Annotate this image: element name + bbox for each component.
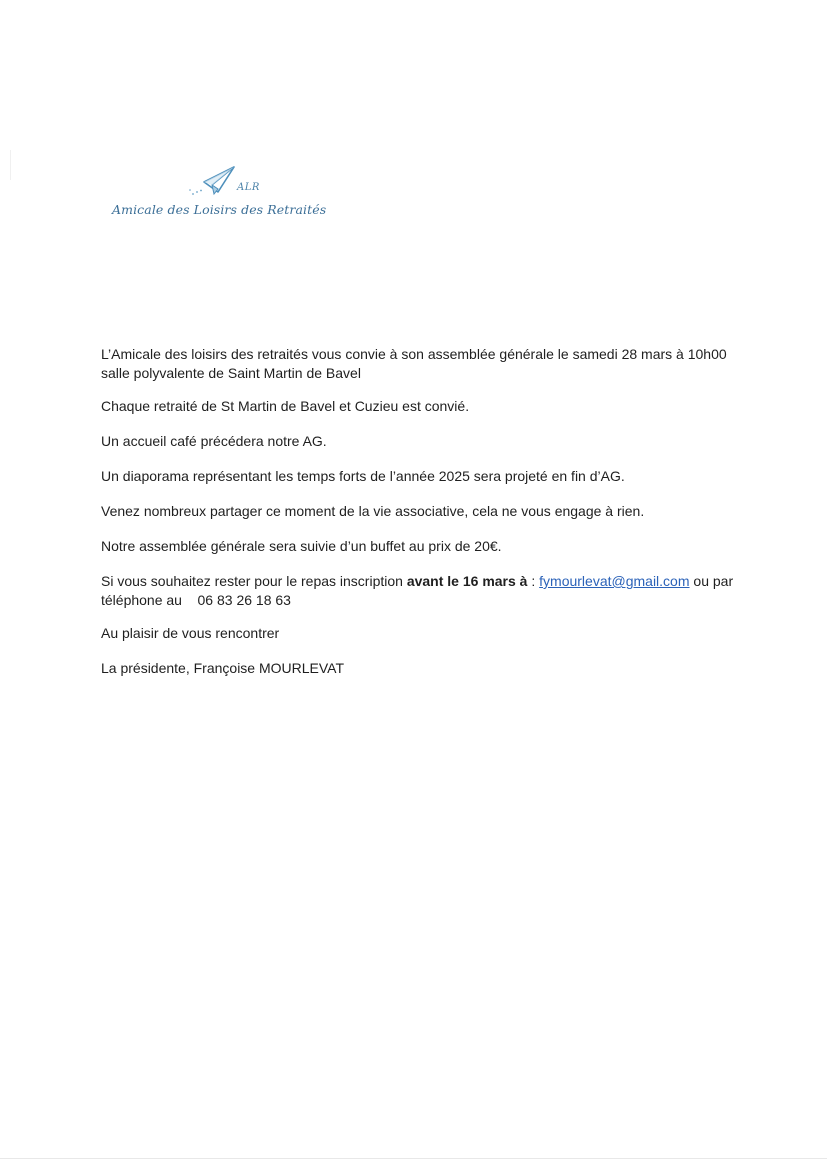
invitation-paragraph bbox=[101, 345, 741, 383]
registration-deadline: avant le 16 mars à bbox=[406, 573, 528, 589]
slideshow-paragraph: Un diaporama représentant les temps forts de l’année 2025 sera projeté en fin d’AG. bbox=[101, 468, 625, 484]
association-logo bbox=[110, 160, 327, 230]
attendees-paragraph: Chaque retraité de St Martin de Bavel et Cuzieu est convié. bbox=[101, 398, 470, 414]
registration-paragraph bbox=[101, 572, 741, 610]
registration-colon: : bbox=[527, 573, 540, 589]
scan-bottom-edge bbox=[0, 1158, 827, 1159]
phone-line: téléphone au 06 83 26 18 63 bbox=[101, 592, 291, 608]
buffet-paragraph: Notre assemblée générale sera suivie d’un buffet au prix de 20€. bbox=[101, 538, 502, 554]
letter-body bbox=[101, 345, 741, 694]
closing-paragraph: Au plaisir de vous rencontrer bbox=[101, 625, 280, 641]
registration-intro: Si vous souhaitez rester pour le repas inscription bbox=[101, 573, 407, 589]
logo-acronym: ALR bbox=[237, 182, 260, 193]
invitation-line-1: L’Amicale des loisirs des retraités vous convie à son assemblée générale le samedi 28 mars à 10h00 bbox=[101, 346, 727, 362]
invitation-call-paragraph: Venez nombreux partager ce moment de la vie associative, cela ne vous engage à rien. bbox=[101, 503, 645, 519]
coffee-paragraph: Un accueil café précédera notre AG. bbox=[101, 433, 327, 449]
invitation-line-2: salle polyvalente de Saint Martin de Bavel bbox=[101, 365, 361, 381]
logo-association-name: Amicale des Loisirs des Retraités bbox=[112, 202, 327, 217]
email-link[interactable]: fymourlevat@gmail.com bbox=[539, 573, 690, 589]
signature-paragraph: La présidente, Françoise MOURLEVAT bbox=[101, 660, 345, 676]
paper-plane-icon bbox=[188, 164, 238, 200]
scan-edge-mark bbox=[10, 150, 11, 180]
registration-or: ou par bbox=[689, 573, 734, 589]
